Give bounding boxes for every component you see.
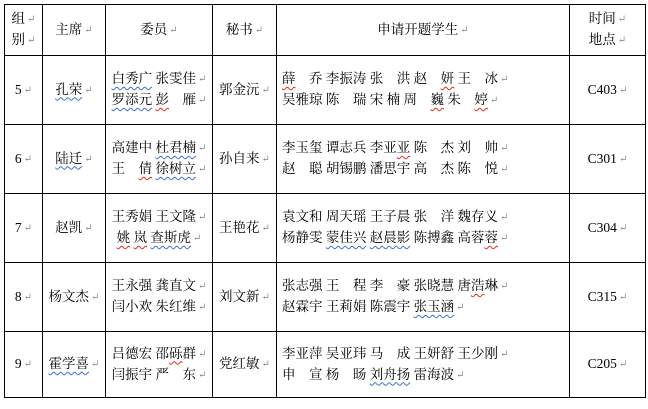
header-row — [5, 5, 646, 56]
cell-line: 杨文杰 ↵ — [45, 287, 103, 308]
cell-line: 王永强 龚直文 ↵ — [108, 276, 210, 297]
cell-line: 陆迁 ↵ — [45, 149, 103, 170]
cell-line: 委员 ↵ — [108, 20, 210, 41]
cell-secretary — [213, 263, 277, 332]
cell-line: 组 ↵ — [7, 9, 40, 30]
cell-line: 孙自来 ↵ — [215, 149, 274, 170]
cell-line: 薛 乔 李振涛 张 洪 赵 妍 王 冰 ↵ — [282, 69, 567, 90]
cell-line: 刘文新 ↵ — [215, 287, 274, 308]
cell-line: 赵霖宇 王莉娟 陈震宇 张玉涵 ↵ — [282, 297, 567, 318]
cell-time — [570, 125, 646, 194]
cell-students — [277, 125, 570, 194]
header-students — [277, 5, 570, 56]
cell-secretary — [213, 332, 277, 398]
cell-secretary — [213, 194, 277, 263]
cell-secretary — [213, 56, 277, 125]
cell-line: 地点 ↵ — [572, 30, 643, 51]
cell-chair — [43, 125, 106, 194]
cell-members — [106, 194, 213, 263]
cell-line: 李玉玺 谭志兵 李亚亚 陈 杰 刘 帅 ↵ — [282, 138, 567, 159]
cell-line: 闫小欢 朱红维 ↵ — [108, 297, 210, 318]
cell-line: C403 ↵ — [572, 80, 643, 101]
table-row — [5, 194, 646, 263]
cell-line: 孔荣 ↵ — [45, 80, 103, 101]
table-row — [5, 56, 646, 125]
cell-students — [277, 194, 570, 263]
cell-group — [5, 263, 43, 332]
header-time — [570, 5, 646, 56]
table-row — [5, 332, 646, 398]
cell-line: 党红敏 ↵ — [215, 354, 274, 375]
cell-line: 别 ↵ — [7, 30, 40, 51]
cell-line: C315 ↵ — [572, 287, 643, 308]
cell-secretary — [213, 125, 277, 194]
cell-time — [570, 194, 646, 263]
cell-members — [106, 56, 213, 125]
cell-line: 高建中 杜君楠 ↵ — [108, 138, 210, 159]
cell-group — [5, 125, 43, 194]
cell-line: 王 倩 徐树立 ↵ — [108, 159, 210, 180]
cell-line: 郭金沅 ↵ — [215, 80, 274, 101]
cell-group — [5, 194, 43, 263]
cell-line: C301 ↵ — [572, 149, 643, 170]
cell-chair — [43, 263, 106, 332]
cell-line: 7 ↵ — [7, 218, 40, 239]
header-group — [5, 5, 43, 56]
cell-line: 9 ↵ — [7, 354, 40, 375]
cell-line: C304 ↵ — [572, 218, 643, 239]
cell-line: 时间 ↵ — [572, 9, 643, 30]
cell-line: 吴雅琼 陈 瑞 宋 楠 周 巍 朱 婷 ↵ — [282, 90, 567, 111]
cell-line: 吕德宏 邵砾群 ↵ — [108, 344, 210, 365]
cell-line: 赵凯 ↵ — [45, 218, 103, 239]
cell-time — [570, 332, 646, 398]
cell-group — [5, 56, 43, 125]
cell-members — [106, 332, 213, 398]
cell-line: C205 ↵ — [572, 354, 643, 375]
cell-line: 闫振宇 严 东 ↵ — [108, 365, 210, 386]
cell-line: 5 ↵ — [7, 80, 40, 101]
table-row — [5, 125, 646, 194]
cell-line: 袁文和 周天瑶 王子晨 张 洋 魏存义 ↵ — [282, 207, 567, 228]
cell-students — [277, 332, 570, 398]
cell-chair — [43, 56, 106, 125]
header-chair — [43, 5, 106, 56]
cell-students — [277, 263, 570, 332]
cell-members — [106, 125, 213, 194]
header-secretary — [213, 5, 277, 56]
cell-members — [106, 263, 213, 332]
cell-line: 姚 岚 查斯虎 ↵ — [108, 228, 210, 249]
cell-line: 杨静雯 蒙佳兴 赵晨影 陈搏鑫 高蓉蓉 ↵ — [282, 228, 567, 249]
cell-time — [570, 56, 646, 125]
cell-line: 李亚萍 吴亚玮 马 成 王妍舒 王少刚 ↵ — [282, 344, 567, 365]
cell-chair — [43, 332, 106, 398]
cell-line: 6 ↵ — [7, 149, 40, 170]
cell-group — [5, 332, 43, 398]
cell-time — [570, 263, 646, 332]
cell-line: 罗添元 彭 雁 ↵ — [108, 90, 210, 111]
cell-chair — [43, 194, 106, 263]
cell-line: 申请开题学生 ↵ — [279, 20, 567, 41]
defense-schedule-table — [4, 4, 646, 398]
cell-line: 赵 聪 胡锡鹏 潘思宇 高 杰 陈 悦 ↵ — [282, 159, 567, 180]
cell-students — [277, 56, 570, 125]
cell-line: 霍学喜 ↵ — [45, 354, 103, 375]
table-row — [5, 263, 646, 332]
cell-line: 王艳花 ↵ — [215, 218, 274, 239]
cell-line: 8 ↵ — [7, 287, 40, 308]
cell-line: 王秀娟 王文隆 ↵ — [108, 207, 210, 228]
cell-line: 秘书 ↵ — [215, 20, 274, 41]
cell-line: 主席 ↵ — [45, 20, 103, 41]
cell-line: 张志强 王 程 李 豪 张晓慧 唐浩琳 ↵ — [282, 276, 567, 297]
cell-line: 申 宣 杨 旸 刘舟扬 雷海波 ↵ — [282, 365, 567, 386]
header-members — [106, 5, 213, 56]
cell-line: 白秀广 张雯佳 ↵ — [108, 69, 210, 90]
